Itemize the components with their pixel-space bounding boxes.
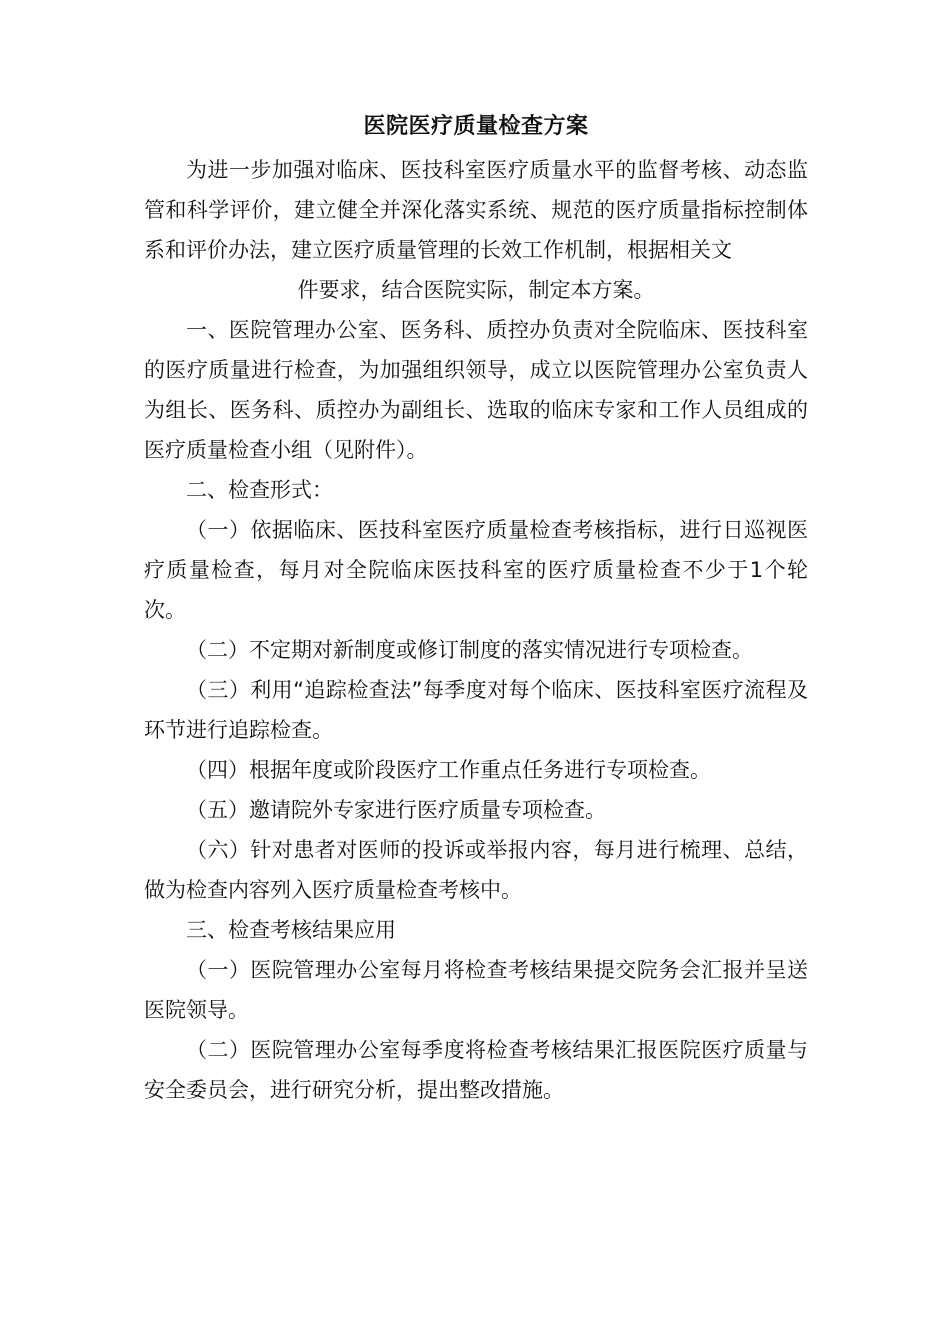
section-2-item-4: （四）根据年度或阶段医疗工作重点任务进行专项检查。: [186, 758, 711, 782]
section-3-item-1: （一）医院管理办公室每月将检查考核结果提交院务会汇报并呈送医院领导。: [144, 958, 808, 1022]
intro-paragraph: 为进一步加强对临床、医技科室医疗质量水平的监督考核、动态监管和科学评价，建立健全并深化落实系统、规范的医疗质量指标控制体系和评价办法，建立医疗质量管理的长效工作机制，根据相关文: [144, 158, 808, 262]
section-2-item-3: （三）利用“追踪检查法”每季度对每个临床、医技科室医疗流程及环节进行追踪检查。: [144, 678, 808, 742]
section-2-item-6: （六）针对患者对医师的投诉或举报内容，每月进行梳理、总结，做为检查内容列入医疗质量检查考核中。: [144, 838, 808, 902]
section-3-item-2: （二）医院管理办公室每季度将检查考核结果汇报医院医疗质量与安全委员会，进行研究分析，提出整改措施。: [144, 1038, 808, 1102]
intro-paragraph-tail: 件要求，结合医院实际，制定本方案。: [297, 278, 655, 302]
section-3-heading: 三、检查考核结果应用: [186, 918, 396, 942]
section-2-item-5: （五）邀请院外专家进行医疗质量专项检查。: [186, 798, 606, 822]
section-2-item-1: （一）依据临床、医技科室医疗质量检查考核指标，进行日巡视医疗质量检查，每月对全院临床医技科室的医疗质量检查不少于1个轮次。: [144, 518, 808, 622]
section-2-item-2: （二）不定期对新制度或修订制度的落实情况进行专项检查。: [186, 638, 753, 662]
document-body: [144, 108, 808, 1110]
document-title: 医院医疗质量检查方案: [363, 114, 589, 139]
section-1-organization: 一、医院管理办公室、医务科、质控办负责对全院临床、医技科室的医疗质量进行检查，为加强组织领导，成立以医院管理办公室负责人为组长、医务科、质控办为副组长、选取的临床专家和工作人员组成的医疗质量检查小组（见附件）。: [144, 318, 808, 462]
section-2-heading: 二、检查形式：: [186, 478, 333, 502]
